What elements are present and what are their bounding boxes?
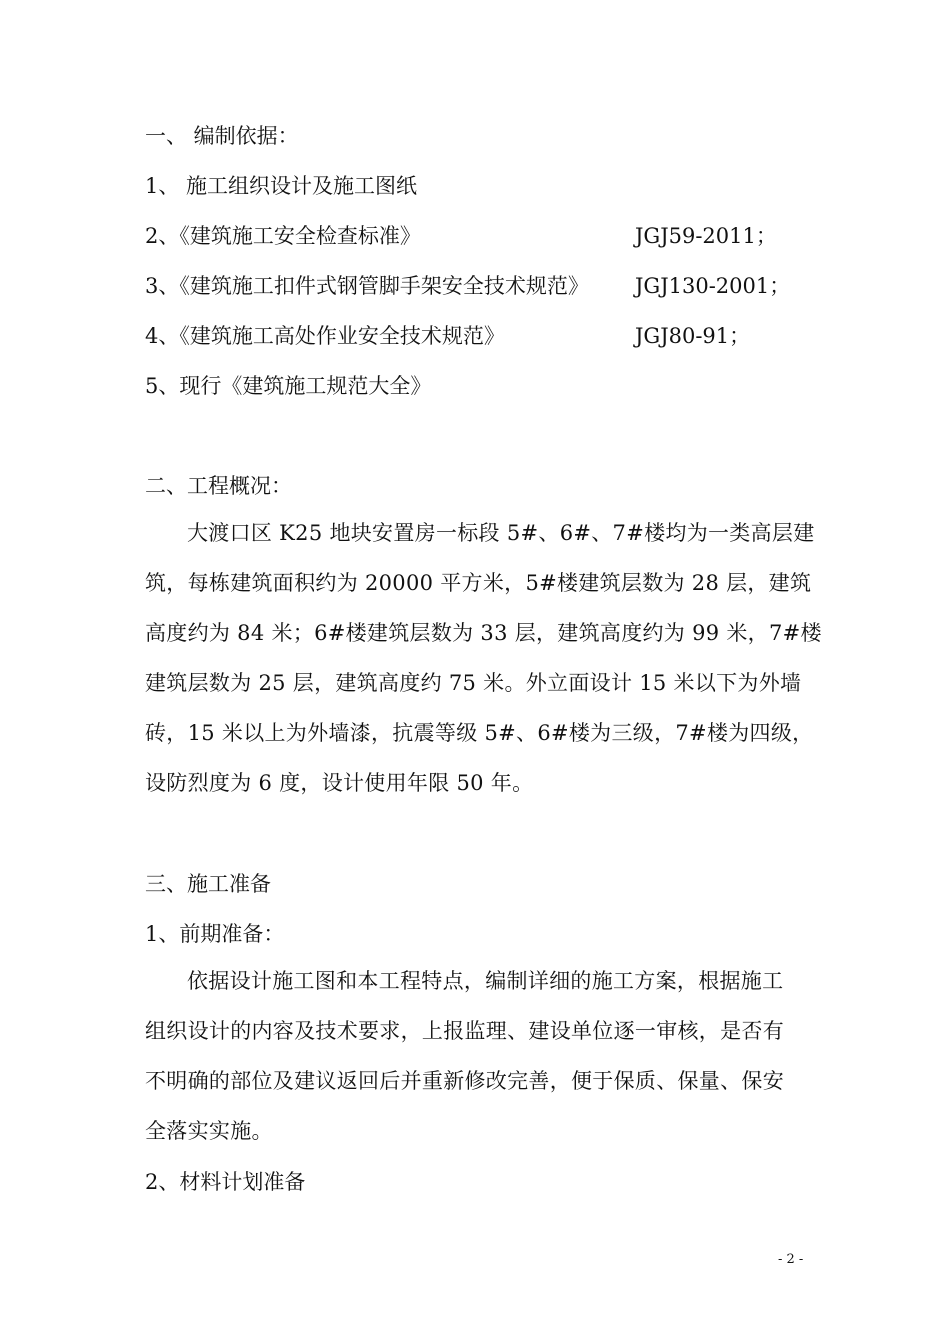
reference-code-3: JGJ130-2001； (635, 274, 791, 298)
paragraph-line: 高度约为 84 米；6#楼建筑层数为 33 层，建筑高度约为 99 米，7#楼 (145, 621, 822, 645)
project-overview-paragraph (145, 508, 822, 808)
reference-item-5: 5、现行《建筑施工规范大全》 (145, 374, 432, 398)
paragraph-line: 筑，每栋建筑面积约为 20000 平方米，5#楼建筑层数为 28 层，建筑 (145, 571, 812, 595)
paragraph-line: 不明确的部位及建议返回后并重新修改完善，便于保质、保量、保安 (145, 1069, 784, 1093)
reference-item-3: 3、《建筑施工扣件式钢管脚手架安全技术规范》 (145, 274, 589, 298)
paragraph-line: 组织设计的内容及技术要求，上报监理、建设单位逐一审核，是否有 (145, 1019, 784, 1043)
reference-item-1: 1、 施工组织设计及施工图纸 (145, 174, 418, 198)
reference-item-2: 2、《建筑施工安全检查标准》 (145, 224, 421, 248)
paragraph-line: 建筑层数为 25 层，建筑高度约 75 米。外立面设计 15 米以下为外墙 (145, 671, 802, 695)
section-1-heading: 一、 编制依据： (145, 124, 299, 148)
paragraph-line: 依据设计施工图和本工程特点，编制详细的施工方案，根据施工 (187, 969, 784, 993)
reference-item-4: 4、《建筑施工高处作业安全技术规范》 (145, 324, 505, 348)
subsection-1-heading: 1、前期准备： (145, 922, 285, 946)
preparation-paragraph (145, 956, 810, 1156)
reference-code-2: JGJ59-2011； (635, 224, 777, 248)
paragraph-line: 大渡口区 K25 地块安置房一标段 5#、6#、7#楼均为一类高层建 (187, 521, 815, 545)
paragraph-line: 设防烈度为 6 度，设计使用年限 50 年。 (145, 771, 534, 795)
section-3-heading: 三、施工准备 (145, 872, 271, 896)
section-2-heading: 二、工程概况： (145, 474, 292, 498)
page-number: - 2 - (778, 1252, 804, 1267)
paragraph-line: 砖，15 米以上为外墙漆，抗震等级 5#、6#楼为三级，7#楼为四级， (145, 721, 814, 745)
reference-code-4: JGJ80-91； (635, 324, 751, 348)
paragraph-line: 全落实实施。 (145, 1119, 273, 1143)
subsection-2-heading: 2、材料计划准备 (145, 1170, 306, 1194)
